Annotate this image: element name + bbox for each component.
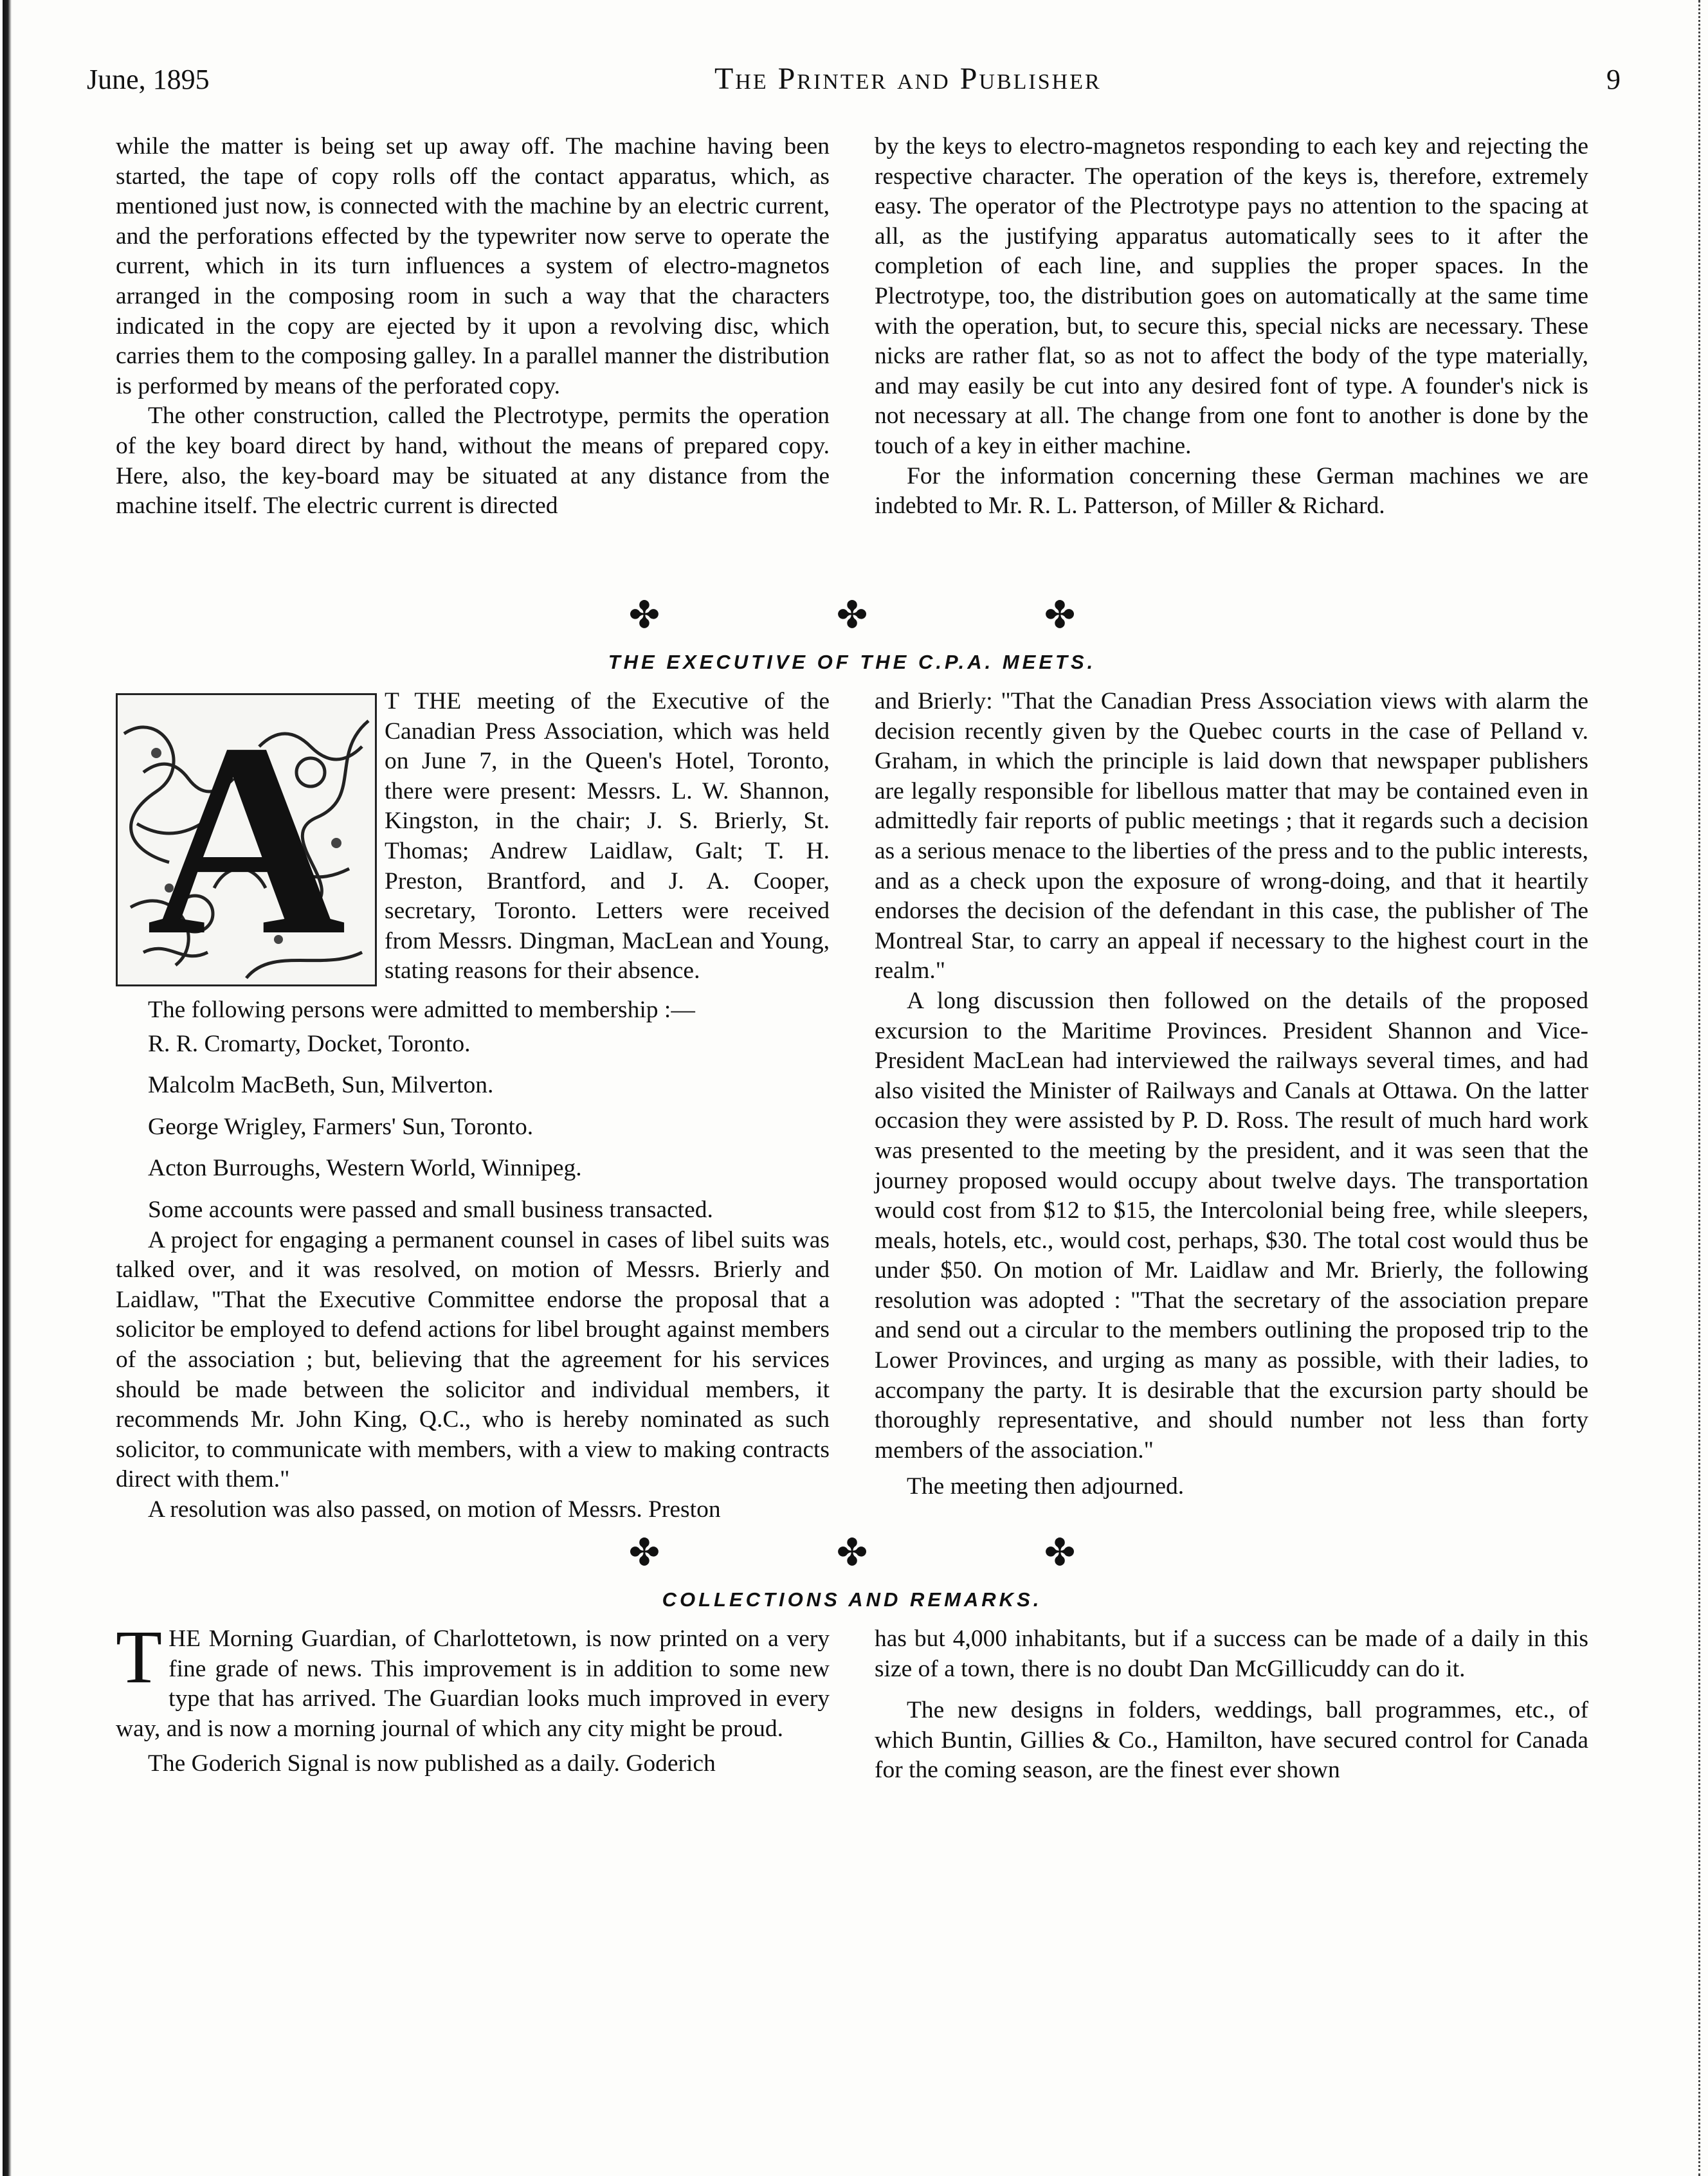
paragraph: The other construction, called the Plectrotype, permits the operation of the key board direct by hand, without the means of prepared copy. Here, also, the key-board may be situated at any distance from the machine itself. The electric current is directed bbox=[116, 403, 830, 520]
drop-cap-block bbox=[116, 687, 830, 986]
paragraph: while the matter is being set up away off. The machine having been started, the tape of copy rolls off the contact apparatus, which, as mentioned just now, is connected with the machine by an electric current, and the perforations effected by the typewriter now serve to operate the current, which in its turn influences a system of electro-magnetos arranged in the composing room in such a way that the characters indicated in the copy are ejected by it upon a revolving disc, which carries them to the composing galley. In a parallel manner the distribution is performed by means of the perforated copy. bbox=[116, 133, 830, 399]
initial-letter: T bbox=[116, 1615, 163, 1699]
publication-title: The Printer and Publisher bbox=[714, 62, 1102, 96]
member-entry: George Wrigley, Farmers' Sun, Toronto. bbox=[148, 1113, 534, 1140]
member-entry: Acton Burroughs, Western World, Winnipeg. bbox=[148, 1155, 582, 1182]
paragraph: The meeting then adjourned. bbox=[907, 1473, 1185, 1500]
collections-right-column bbox=[875, 1624, 1588, 1786]
drop-cap-text bbox=[385, 687, 830, 986]
paragraph: A long discussion then followed on the details of the proposed excursion to the Maritime Provinces. President Shannon and Vice-President MacLean had interviewed the railways several times, and had also visited the Minister of Railways and Canals at Ottawa. On the latter occasion they were assisted by P. D. Ross. The result of much hard work was presented to the meeting by the president, and it was seen that the journey proposed would occupy about twelve days. The transportation would cost from $12 to $15, the Intercolonial being free, while sleepers, meals, hotels, etc., would cost, perhaps, $30. The total cost would thus be under $50. On motion of Mr. Laidlaw and Mr. Brierly, the following resolution was adopted : "That the secretary of the association prepare and send out a circular to the members outlining the proposed trip to the Lower Provinces, and urging as many as possible, with their ladies, to accompany the party. It is desirable that the excursion party should be thoroughly representative, and should number not less than forty members of the association." bbox=[875, 987, 1588, 1464]
paragraph: The Goderich Signal is now published as a daily. Goderich bbox=[148, 1750, 716, 1777]
issue-date: June, 1895 bbox=[87, 64, 210, 95]
paragraph: The following persons were admitted to membership :— bbox=[148, 997, 695, 1023]
paragraph-text: HE Morning Guardian, of Charlottetown, is now printed on a very fine grade of news. This improvement is in addition to some new type that has arrived. The Guardian looks much improved in every way, and is now a morning journal of which any city might be proud. bbox=[116, 1626, 830, 1742]
paragraph: A project for engaging a permanent counsel in cases of libel suits was talked over, and it was resolved, on motion of Messrs. Brierly and Laidlaw, "That the Executive Committee endorse the proposal that a solicitor be employed to defend actions for libel brought against members of the association ; but, believing that the agreement for his services should be made between the solicitor and individual members, it recommends Mr. John King, Q.C., who is hereby nominated as such solicitor, to communicate with members, with a view to making contracts direct with them." bbox=[116, 1226, 830, 1493]
member-entry: R. R. Cromarty, Docket, Toronto. bbox=[148, 1030, 471, 1057]
executive-left-column bbox=[116, 687, 830, 1523]
paragraph: The new designs in folders, weddings, ball programmes, etc., of which Buntin, Gillies & Co., Hamilton, have secured control for Canada for the coming season, are the finest ever shown bbox=[875, 1697, 1588, 1784]
decorative-initial-image bbox=[116, 693, 377, 986]
paragraph bbox=[116, 1615, 830, 1744]
page-body bbox=[116, 132, 1588, 1786]
intro-right-column bbox=[875, 132, 1588, 579]
drop-cap-letter: A bbox=[146, 693, 347, 986]
paragraph: by the keys to electro-magnetos responding to each key and rejecting the respective character. The operation of the keys is, therefore, extremely easy. The operator of the Plectrotype pays no attention to the spacing at all, as the justifying apparatus automatically sees to it after the completion of each line, and supplies the proper spaces. In the Plectrotype, too, the distribution goes on automatically at the same time with the operation, but, to secure this, special nicks are necessary. These nicks are rather flat, so as not to affect the body of the type materially, and may easily be cut into any desired font of type. A founder's nick is not necessary at all. The change from one font to another is done by the touch of a key in either machine. bbox=[875, 133, 1588, 459]
executive-right-column bbox=[875, 687, 1588, 1510]
member-entry: Malcolm MacBeth, Sun, Milverton. bbox=[148, 1072, 494, 1099]
collections-article bbox=[116, 1615, 1588, 1786]
paragraph: has but 4,000 inhabitants, but if a success can be made of a daily in this size of a town, there is no doubt Dan McGillicuddy can do it. bbox=[875, 1626, 1588, 1682]
executive-article bbox=[116, 687, 1588, 1523]
intro-left-column bbox=[116, 132, 830, 579]
paragraph: For the information concerning these German machines we are indebted to Mr. R. L. Patterson, of Miller & Richard. bbox=[875, 462, 1588, 520]
scan-edge-right bbox=[1698, 0, 1703, 2176]
opening-paragraph: T THE meeting of the Executive of the Canadian Press Association, which was held on June 7, in the Queen's Hotel, Toronto, there were present: Messrs. L. W. Shannon, Kingston, in the chair; J. S. Brierly, St. Thomas; Andrew Laidlaw, Galt; T. H. Preston, Brantford, and J. A. Cooper, secretary, Toronto. Letters were received from Messrs. Dingman, MacLean and Young, stating reasons for their absence. bbox=[385, 688, 830, 984]
paragraph: and Brierly: "That the Canadian Press Association views with alarm the decision recently given by the Quebec courts in the case of Pelland v. Graham, in which the principle is laid down that newspaper publishers are legally responsible for libellous matter that may be contained even in admittedly fair reports of public meetings ; that it regards such a decision as a serious menace to the liberties of the press and to the public interests, and as a check upon the exposure of wrong-doing, and that it heartily endorses the decision of the defendant in this case, the publisher of The Montreal Star, to carry an appeal if necessary to the highest court in the realm." bbox=[875, 688, 1588, 984]
ornament-divider: ✤ ✤ ✤ bbox=[628, 1532, 1159, 1573]
collections-left-column bbox=[116, 1615, 830, 1786]
running-header bbox=[87, 61, 1621, 100]
section-heading-executive: THE EXECUTIVE OF THE C.P.A. MEETS. bbox=[608, 651, 1096, 673]
intro-article bbox=[116, 132, 1588, 579]
paragraph: Some accounts were passed and small business transacted. bbox=[148, 1196, 713, 1223]
scan-edge-left bbox=[3, 0, 12, 2176]
section-heading-collections: COLLECTIONS AND REMARKS. bbox=[662, 1588, 1042, 1611]
paragraph: A resolution was also passed, on motion of Messrs. Preston bbox=[148, 1496, 721, 1523]
page-number: 9 bbox=[1606, 64, 1621, 95]
ornament-divider: ✤ ✤ ✤ bbox=[628, 594, 1159, 636]
